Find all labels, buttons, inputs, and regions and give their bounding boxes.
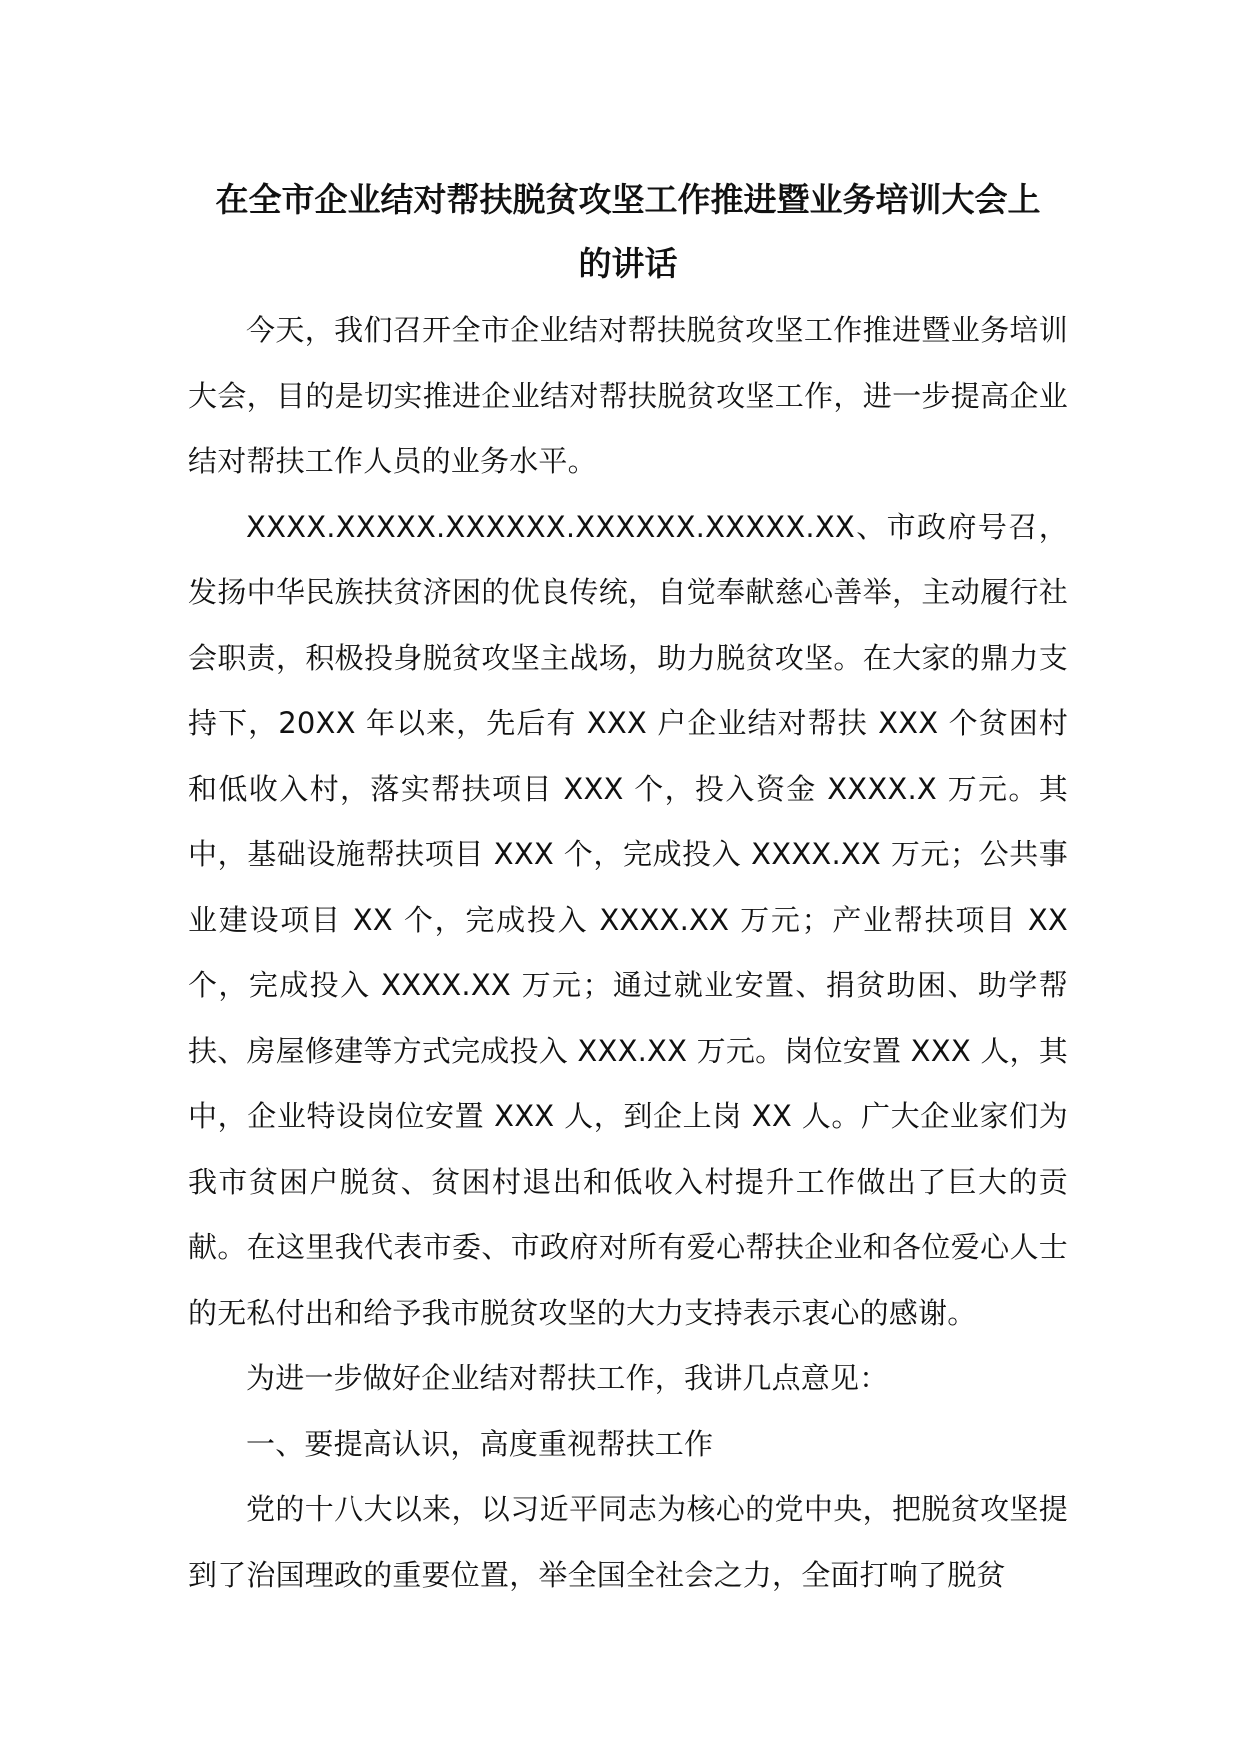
paragraph-transition: 为进一步做好企业结对帮扶工作，我讲几点意见： (246, 1361, 889, 1395)
document-page (188, 168, 1068, 1608)
document-body (188, 298, 1068, 1608)
section-heading-1: 一、要提高认识，高度重视帮扶工作 (246, 1426, 714, 1461)
title-line-1: 在全市企业结对帮扶脱贫攻坚工作推进暨业务培训大会上 (215, 180, 1041, 219)
paragraph-intro: 今天，我们召开全市企业结对帮扶脱贫攻坚工作推进暨业务培训大会，目的是切实推进企业结对帮扶脱贫攻坚工作，进一步提高企业结对帮扶工作人员的业务水平。 (188, 313, 1068, 478)
paragraph-section-1: 党的十八大以来，以习近平同志为核心的党中央，把脱贫攻坚提到了治国理政的重要位置，举全国全社会之力，全面打响了脱贫 (188, 1492, 1068, 1592)
document-title (188, 168, 1068, 296)
title-line-2: 的讲话 (578, 244, 678, 283)
paragraph-achievements: XXXX.XXXXX.XXXXXX.XXXXXX.XXXXX.XX、市政府号召，发扬中华民族扶贫济困的优良传统，自觉奉献慈心善举，主动履行社会职责，积极投身脱贫攻坚主战场，助力脱贫攻坚。在大家的鼎力支持下，20XX 年以来，先后有 XXX 户企业结对帮扶 XXX 个贫困村和低收入村，落实帮扶项目 XXX 个，投入资金 XXXX.X 万元。其中，基础设施帮扶项目 XXX 个，完成投入 XXXX.XX 万元；公共事业建设项目 XX 个，完成投入 XXXX.XX 万元；产业帮扶项目 XX 个，完成投入 XXXX.XX 万元；通过就业安置、捐贫助困、助学帮扶、房屋修建等方式完成投入 XXX.XX 万元。岗位安置 XXX 人，其中，企业特设岗位安置 XXX 人，到企上岗 XX 人。广大企业家们为我市贫困户脱贫、贫困村退出和低收入村提升工作做出了巨大的贡献。在这里我代表市委、市政府对所有爱心帮扶企业和各位爱心人士的无私付出和给予我市脱贫攻坚的大力支持表示衷心的感谢。 (188, 509, 1068, 1330)
